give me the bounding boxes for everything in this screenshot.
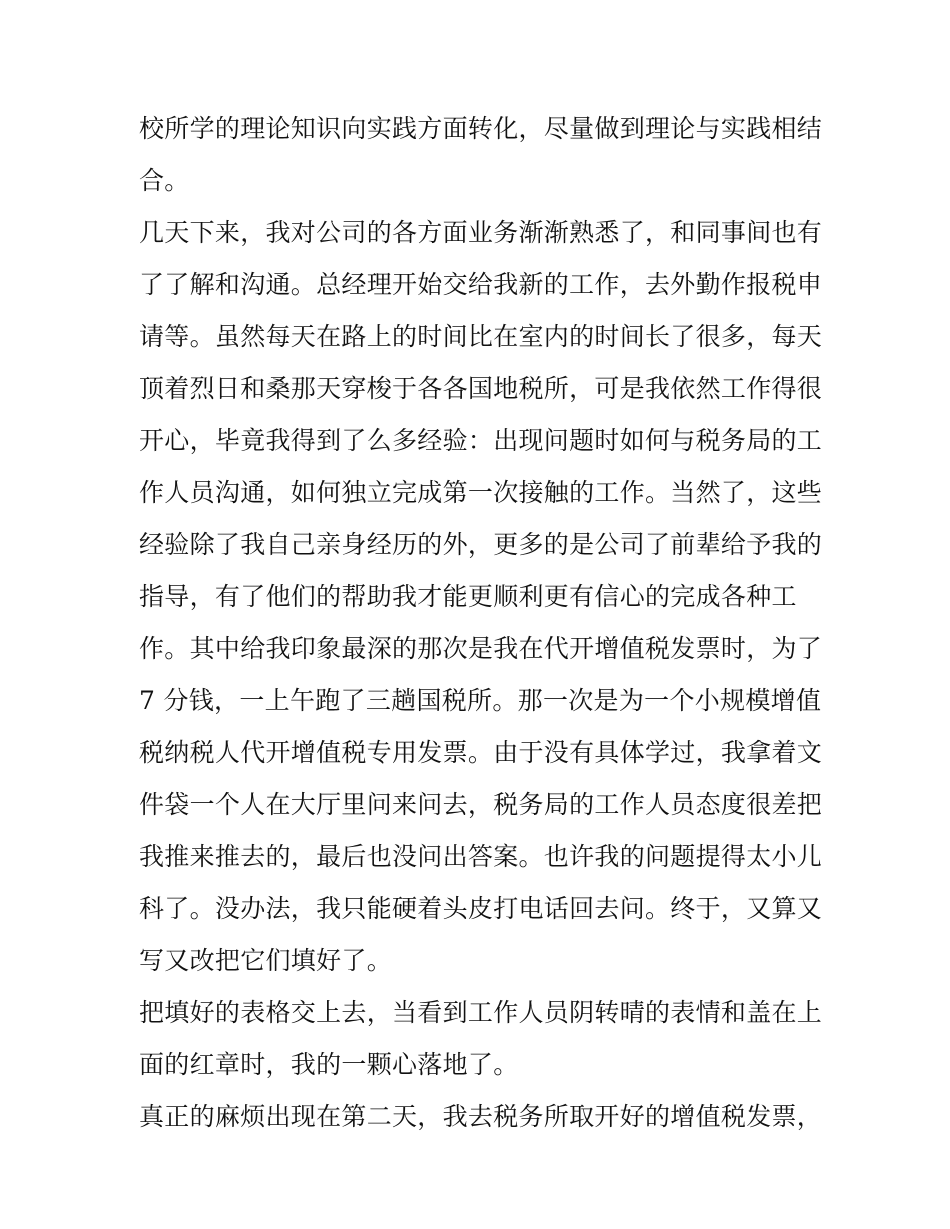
text-line: 我推来推去的，最后也没问出答案。也许我的问题提得太小儿 xyxy=(139,842,823,871)
text-line: 面的红章时，我的一颗心落地了。 xyxy=(139,1050,519,1079)
text-line: 几天下来，我对公司的各方面业务渐渐熟悉了，和同事间也有 xyxy=(139,218,823,247)
text-line: 了了解和沟通。总经理开始交给我新的工作，去外勤作报税申 xyxy=(139,270,823,299)
text-line: 科了。没办法，我只能硬着头皮打电话回去问。终于，又算又 xyxy=(139,894,823,923)
text-line: 作人员沟通，如何独立完成第一次接触的工作。当然了，这些 xyxy=(139,478,823,507)
text-line: 件袋一个人在大厅里问来问去，税务局的工作人员态度很差把 xyxy=(139,790,823,819)
text-line: 合。 xyxy=(139,166,190,195)
text-line: 顶着烈日和桑那天穿梭于各各国地税所，可是我依然工作得很 xyxy=(139,374,823,403)
text-line: 7 分钱，一上午跑了三趟国税所。那一次是为一个小规模增值 xyxy=(139,686,822,715)
text-line: 税纳税人代开增值税专用发票。由于没有具体学过，我拿着文 xyxy=(139,738,823,767)
text-line: 真正的麻烦出现在第二天，我去税务所取开好的增值税发票， xyxy=(139,1102,823,1131)
text-line: 请等。虽然每天在路上的时间比在室内的时间长了很多，每天 xyxy=(139,322,823,351)
text-line: 开心，毕竟我得到了么多经验：出现问题时如何与税务局的工 xyxy=(139,426,823,455)
text-line: 写又改把它们填好了。 xyxy=(139,946,393,975)
text-line: 校所学的理论知识向实践方面转化，尽量做到理论与实践相结 xyxy=(139,114,823,143)
text-line: 指导，有了他们的帮助我才能更顺利更有信心的完成各种工 xyxy=(139,582,797,611)
text-line: 作。其中给我印象最深的那次是我在代开增值税发票时，为了 xyxy=(139,634,823,663)
text-line: 经验除了我自己亲身经历的外，更多的是公司了前辈给予我的 xyxy=(139,530,823,559)
text-line: 把填好的表格交上去，当看到工作人员阴转晴的表情和盖在上 xyxy=(139,998,823,1027)
body-text xyxy=(139,103,823,1143)
